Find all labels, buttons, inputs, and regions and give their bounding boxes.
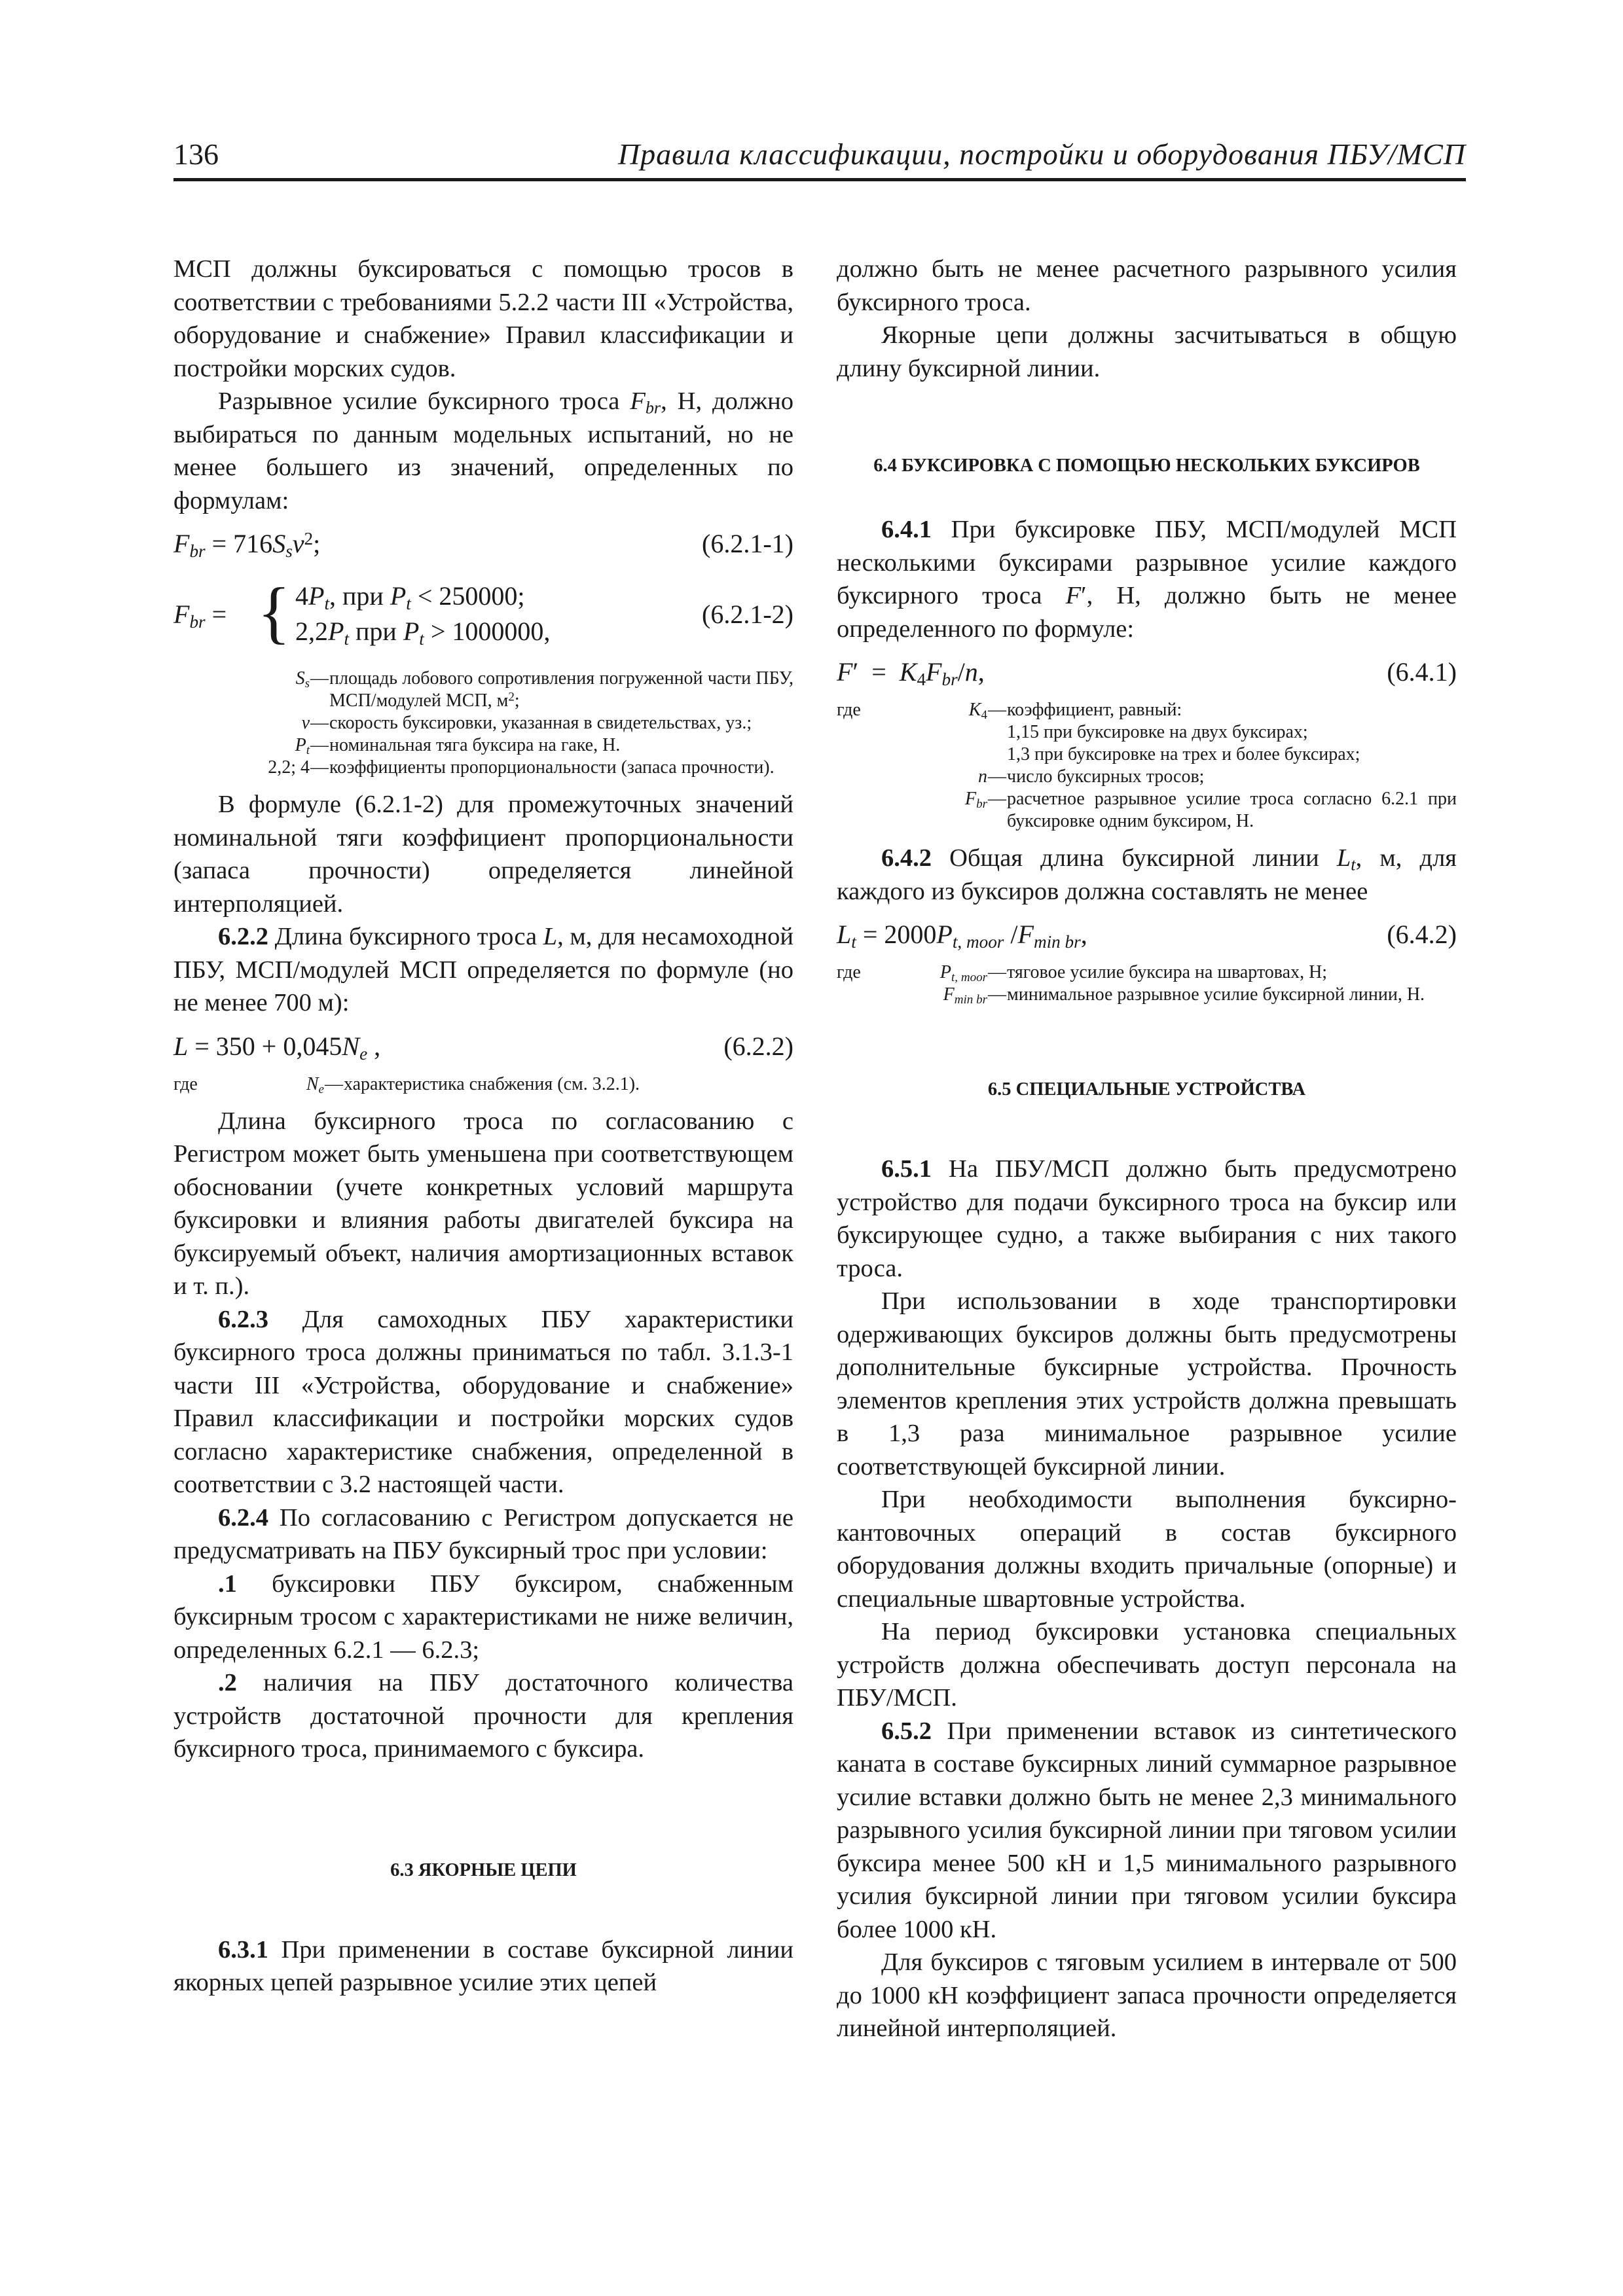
formula-number: (6.2.2) [723,1031,793,1061]
paragraph: 6.2.4 По согласованию с Регистром допускается не предусматривать на ПБУ буксирный трос при условии: [173,1503,793,1564]
paragraph: При использовании в ходе транспортировки одерживающих буксиров должны быть предусмотрены дополнительные буксирные устройства. Прочность элементов крепления этих устройств должна превышать в 1,3 раза минимальное разрывное усилие соответствующей буксирной линии. [837,1287,1457,1480]
section-heading: 6.5 СПЕЦИАЛЬНЫЕ УСТРОЙСТВА [987,1079,1306,1100]
list-item: .1 буксировки ПБУ буксиром, снабженным буксирным тросом с характеристиками не ниже величин, определенных 6.2.1 — 6.2.3; [173,1570,793,1664]
formula-number: (6.2.1-1) [702,529,793,558]
paragraph: 6.5.1 На ПБУ/МСП должно быть предусмотрено устройство для подачи буксирного троса на буксир или буксирующее судно, а также выбирания с них такого троса. [837,1155,1457,1282]
formula-6-2-2: $L = 350 + 0,045N_e$ , (6.2.2) [173,1029,793,1064]
symbol-definitions: где $N_e$ — характеристика снабжения (см. 3.2.1). [173,1073,640,1096]
paragraph: должно быть не менее расчетного разрывного усилия буксирного троса. [837,255,1457,316]
paragraph: МСП должны буксироваться с помощью тросов в соответствии с требованиями 5.2.2 части III «Устройства, оборудование и снабжение» Правил классификации и постройки морских судов. [173,255,793,382]
page-number: 136 [173,137,219,171]
list-item: .2 наличия на ПБУ достаточного количества устройств достаточной прочности для крепления буксирного троса, принимаемого с буксира. [173,1669,793,1763]
formula-number: (6.2.1-2) [702,600,793,629]
formula-number: (6.4.2) [1387,920,1457,949]
formula-6-4-2: $L_t = 2000P_{t, moor}$ $/F_{min br}$, (6.4.2) [837,917,1457,952]
section-heading: 6.4 БУКСИРОВКА С ПОМОЩЬЮ НЕСКОЛЬКИХ БУКСИРОВ [873,456,1420,476]
right-column [837,253,1457,2045]
symbol-definitions: где $K_4$ — коэффициент, равный: 1,15 при буксировке на двух буксирах; 1,3 при буксировке на трех и более буксирах; n — число буксирных тросов; $F_{br}$ — расчетное разрывное усилие троса согласно 6.2.1 при буксировке одним буксиром, Н. [837,700,1457,831]
left-brace-icon: { [257,574,291,651]
left-column [173,253,793,2000]
paragraph: Разрывное усилие буксирного троса $F_{br}$, Н, должно выбираться по данным модельных испытаний, но не менее большего из значений, определенных по формулам: [173,387,793,514]
running-title: Правила классификации, постройки и оборудования ПБУ/МСП [617,137,1466,171]
paragraph: 6.2.2 Длина буксирного троса L, м, для несамоходной ПБУ, МСП/модулей МСП определяется по формуле (но не менее 700 м): [173,923,794,1016]
paragraph: При необходимости выполнения буксирно-кантовочных операций в состав буксирного оборудования должны входить причальные (опорные) и специальные швартовные устройства. [837,1486,1457,1613]
paragraph: 6.4.2 Общая длина буксирной линии $L_t$, м, для каждого из буксиров должна составлять не менее [837,844,1457,905]
paragraph: Длина буксирного троса по согласованию с Регистром может быть уменьшена при соответствующем обосновании (учете конкретных условий маршрута буксировки и влияния работы двигателей буксира на буксируемый объект, наличия амортизационных вставок и т. п.). [173,1107,793,1300]
formula-6-4-1: $F' = K_4F_{br}/n$, (6.4.1) [837,655,1457,690]
paragraph: На период буксировки установка специальных устройств должна обеспечивать доступ персонала на ПБУ/МСП. [837,1618,1457,1712]
symbol-definitions: где $P_{t, moor}$ — тяговое усилие буксира на швартовах, Н; $F_{min br}$ — минимальное разрывное усилие буксирной линии, Н. [837,962,1425,1007]
paragraph: В формуле (6.2.1-2) для промежуточных значений номинальной тяги коэффициент пропорциональности (запаса прочности) определяется линейной интерполяцией. [173,791,793,918]
formula-6-2-1-2: $F_{br}$ = { $4P_t$, при $P_t < 250000$; $2,2P_t$ при $P_t > 1000000$, (6.2.1-2) [173,574,793,651]
symbol-definitions: $S_s$ — площадь лобового сопротивления погруженной части ПБУ, МСП/модулей МСП, $м^2$; v — скорость буксировки, указанная в свидетельствах, уз.; $P_t$ — номинальная тяга буксира на гаке, Н. 2,2; 4 — коэффициенты пропорциональности (запаса прочности). [268,668,793,778]
page-header [173,136,1466,181]
paragraph: 6.3.1 При применении в составе буксирной линии якорных цепей разрывное усилие этих цепей [173,1935,793,1996]
paragraph: Якорные цепи должны засчитываться в общую длину буксирной линии. [837,321,1457,382]
paragraph: 6.4.1 При буксировке ПБУ, МСП/модулей МСП несколькими буксирами разрывное усилие каждого буксирного троса F′, Н, должно быть не менее определенного по формуле: [837,516,1457,643]
paragraph: 6.2.3 Для самоходных ПБУ характеристики буксирного троса должны приниматься по табл. 3.1.3-1 части III «Устройства, оборудование и снабжение» Правил классификации и постройки морских судов согласно характеристике снабжения, определенной в соответствии с 3.2 настоящей части. [173,1305,793,1498]
paragraph: 6.5.2 При применении вставок из синтетического каната в составе буксирных линий суммарное разрывное усилие вставки должно быть не менее 2,3 минимального разрывного усилия буксирной линии при тяговом усилии буксира менее 500 кН и 1,5 минимального разрывного усилия буксирной линии при тяговом усилии буксира более 1000 кН. [837,1717,1457,1943]
formula-6-2-1-1: $F_{br} = 716S_sv^2$; (6.2.1-1) [173,526,793,562]
formula-number: (6.4.1) [1387,657,1457,687]
section-heading: 6.3 ЯКОРНЫЕ ЦЕПИ [390,1859,577,1880]
paragraph: Для буксиров с тяговым усилием в интервале от 500 до 1000 кН коэффициент запаса прочности определяется линейной интерполяцией. [837,1948,1457,2042]
